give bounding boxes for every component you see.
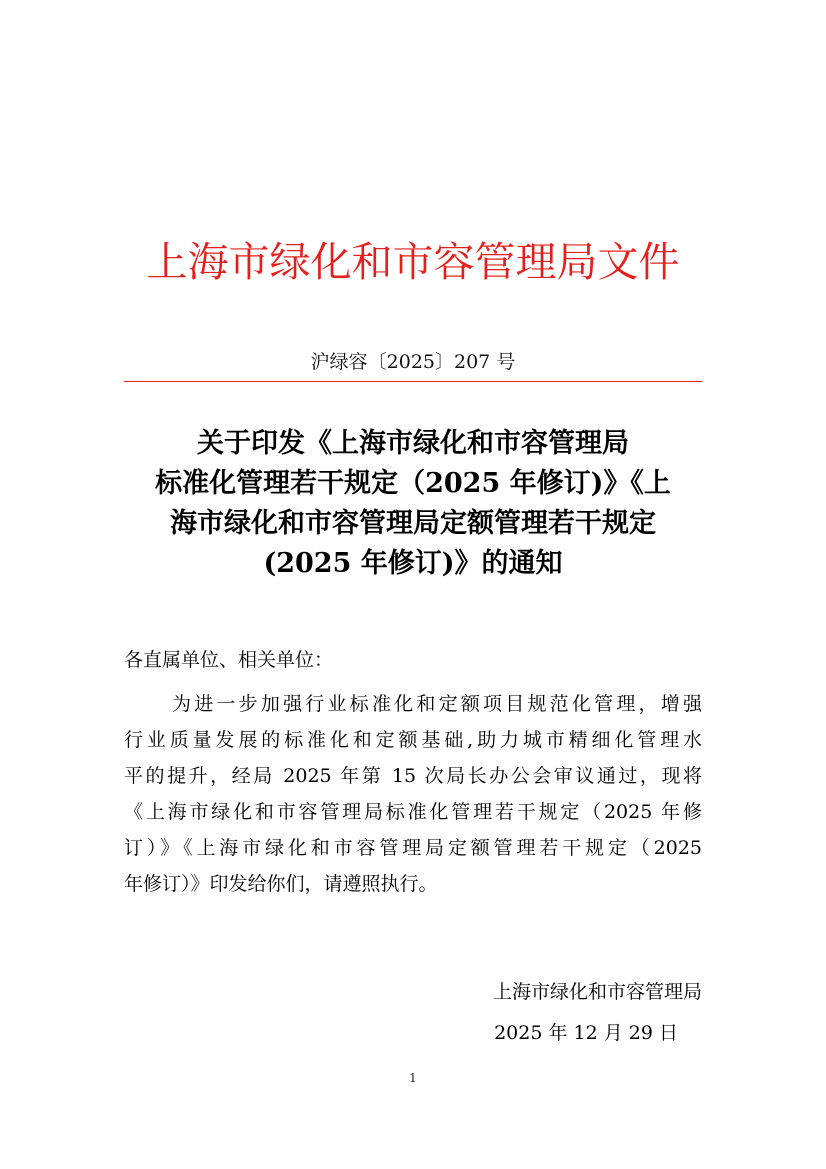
red-divider-line [124,381,702,382]
notice-title-line: 关于印发《上海市绿化和市容管理局 [197,428,629,459]
salutation: 各直属单位、相关单位： [124,649,334,671]
notice-title [110,424,716,584]
body-paragraph [124,686,702,902]
notice-title-line: 海市绿化和市容管理局定额管理若干规定 [170,508,656,539]
document-number: 沪绿容〔2025〕207 号 [310,351,516,373]
signature-organization: 上海市绿化和市容管理局 [492,981,702,1003]
page-number: 1 [409,1071,417,1085]
notice-title-line: (2025 年修订)》的通知 [263,548,563,579]
body-line: 年修订）》印发给你们，请遵照执行。 [124,873,438,895]
body-line: 平的提升，经局 2025 年第 15 次局长办公会审议通过，现将 [124,765,702,787]
body-line: 为进一步加强行业标准化和定额项目规范化管理，增强 [172,693,702,715]
document-header-title: 上海市绿化和市容管理局文件 [146,238,680,286]
body-line: 《上海市绿化和市容管理局标准化管理若干规定（2025 年修 [124,801,702,823]
body-line: 订）》《上海市绿化和市容管理局定额管理若干规定（2025 [124,837,702,859]
notice-title-line: 标准化管理若干规定（2025 年修订)》《上 [155,468,671,499]
signature-date: 2025 年 12 月 29 日 [494,1022,678,1044]
body-line: 行业质量发展的标准化和定额基础,助力城市精细化管理水 [124,729,702,751]
